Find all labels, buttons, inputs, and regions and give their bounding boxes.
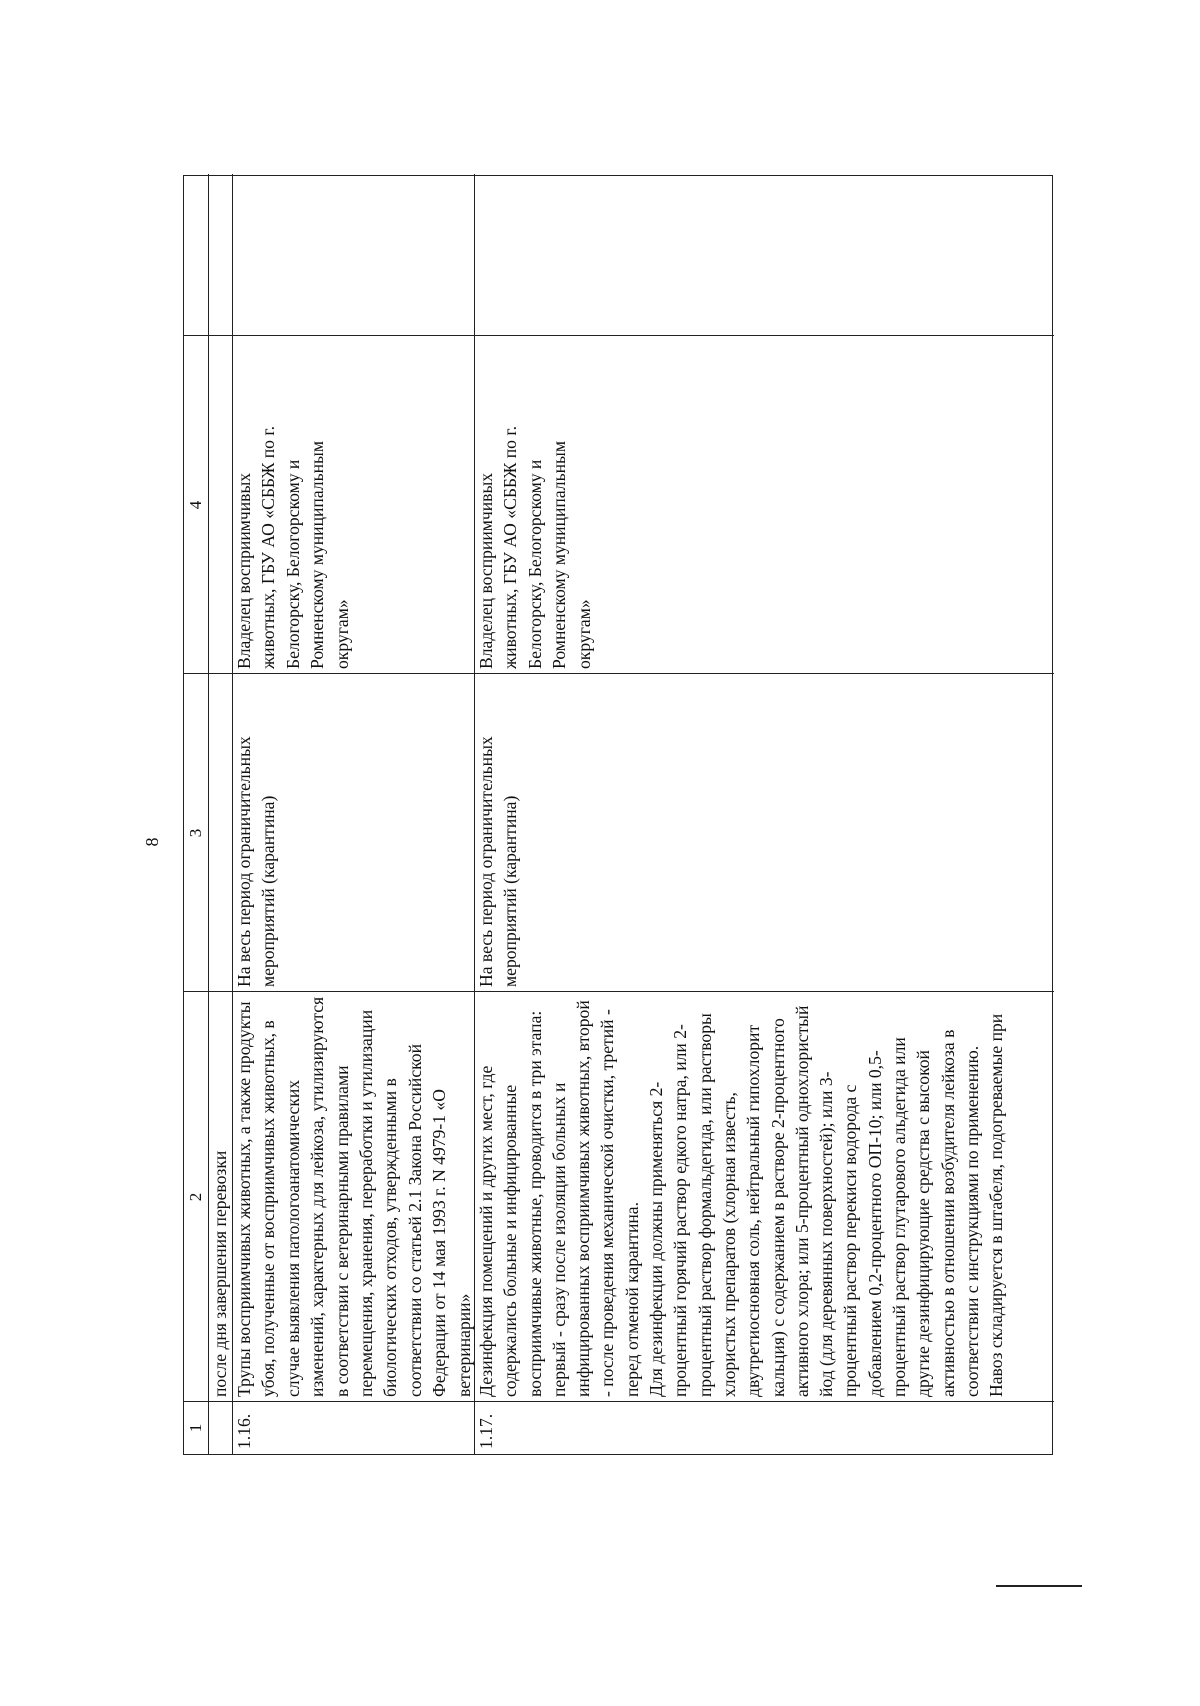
responsible-line: округам» [573, 599, 594, 669]
action-line: другие дезинфицирующие средства с высокой [913, 1050, 934, 1397]
action-line: процентный раствор формальдегида, или растворы [694, 1013, 715, 1397]
responsible-line: Ромненскому муниципальным [307, 441, 328, 669]
column-header-4: 4 [186, 500, 205, 510]
action-cell [232, 992, 474, 1402]
action-line: активного хлора; или 5-процентный однохлористый [791, 1005, 812, 1397]
action-line: убоя, полученные от восприимчивых животных, в [258, 1020, 279, 1397]
column-header-3: 3 [186, 828, 205, 838]
responsible-line: Белогорску, Белогорскому и [524, 459, 545, 669]
column-header-2: 2 [186, 1192, 205, 1202]
period-line: На весь период ограничительных [476, 736, 496, 987]
period-cell [474, 674, 1054, 992]
action-line: случае выявления патологоанатомических [282, 1079, 303, 1397]
responsible-line: Владелец восприимчивых [234, 472, 254, 669]
period-cell [232, 674, 474, 992]
action-line: перемещения, хранения, переработки и утилизации [356, 1009, 377, 1397]
action-line: йод (для деревянных поверхностей); или 3- [816, 1071, 837, 1397]
action-cell [474, 992, 1054, 1402]
action-line: Для дезинфекции должны применяться 2- [646, 1081, 667, 1397]
action-line: процентный раствор глутарового альдегида или [889, 1037, 910, 1397]
page-number: 8 [142, 837, 162, 847]
action-line: соответствии с инструкциями по применению. [961, 1045, 982, 1397]
action-line: процентный раствор перекиси водорода с [840, 1084, 861, 1397]
responsible-cell [474, 336, 1054, 674]
responsible-line: округам» [331, 599, 352, 669]
footer-rule [996, 1585, 1082, 1587]
responsible-line: Владелец восприимчивых [476, 472, 496, 669]
action-line: перед отменой карантина. [621, 1201, 642, 1397]
action-line: процентный горячий раствор едкого натра, или 2- [670, 1024, 691, 1397]
action-line: добавлением 0,2-процентного ОП-10; или 0,5- [864, 1050, 885, 1397]
responsible-line: Белогорску, Белогорскому и [282, 459, 303, 669]
row-number: 1.17. [476, 1413, 496, 1449]
continuation-text: после дня завершения перевозки [210, 1150, 230, 1397]
period-line: На весь период ограничительных [234, 736, 254, 987]
responsible-line: животных, ГБУ АО «СББЖ по г. [500, 426, 521, 669]
action-line: двутретиосновная соль, нейтральный гипохлорит [743, 1024, 764, 1397]
action-line: в соответствии с ветеринарными правилами [331, 1065, 352, 1397]
measures-table [183, 175, 1053, 1455]
action-line: активностью в отношении возбудителя лейкоза в [937, 1029, 958, 1397]
action-line: Дезинфекция помещений и других мест, где [476, 1065, 496, 1397]
action-line: хлористых препаратов (хлорная известь, [718, 1092, 739, 1397]
action-line: содержались больные и инфицированные [500, 1084, 521, 1397]
action-line: инфицированных восприимчивых животных, второй [573, 1000, 594, 1397]
action-line: кальция) с содержанием в растворе 2-процентного [767, 1018, 788, 1397]
action-line: изменений, характерных для лейкоза, утилизируются [307, 996, 328, 1397]
responsible-line: животных, ГБУ АО «СББЖ по г. [258, 426, 279, 669]
action-line: Трупы восприимчивых животных, а также продукты [234, 1001, 254, 1397]
action-line: Навоз складируется в штабеля, подогреваемые при [986, 1013, 1007, 1397]
period-line: мероприятий (карантина) [500, 795, 521, 987]
action-line: ветеринарии» [453, 1293, 474, 1397]
action-line: первый - сразу после изоляции больных и [548, 1082, 569, 1397]
row-number: 1.16. [234, 1413, 254, 1449]
column-header-1: 1 [186, 1423, 205, 1433]
action-line: Федерации от 14 мая 1993 г. N 4979-1 «О [429, 1089, 450, 1397]
responsible-line: Ромненскому муниципальным [549, 441, 570, 669]
action-line: - после проведения механической очистки, третий - [597, 1009, 618, 1397]
responsible-cell [232, 336, 474, 674]
action-line: биологических отходов, утвержденными в [380, 1078, 401, 1397]
period-line: мероприятий (карантина) [258, 795, 279, 987]
action-line: соответствии со статьей 2.1 Закона Российской [404, 1043, 425, 1397]
action-line: восприимчивые животные, проводится в три этапа: [524, 1010, 545, 1397]
